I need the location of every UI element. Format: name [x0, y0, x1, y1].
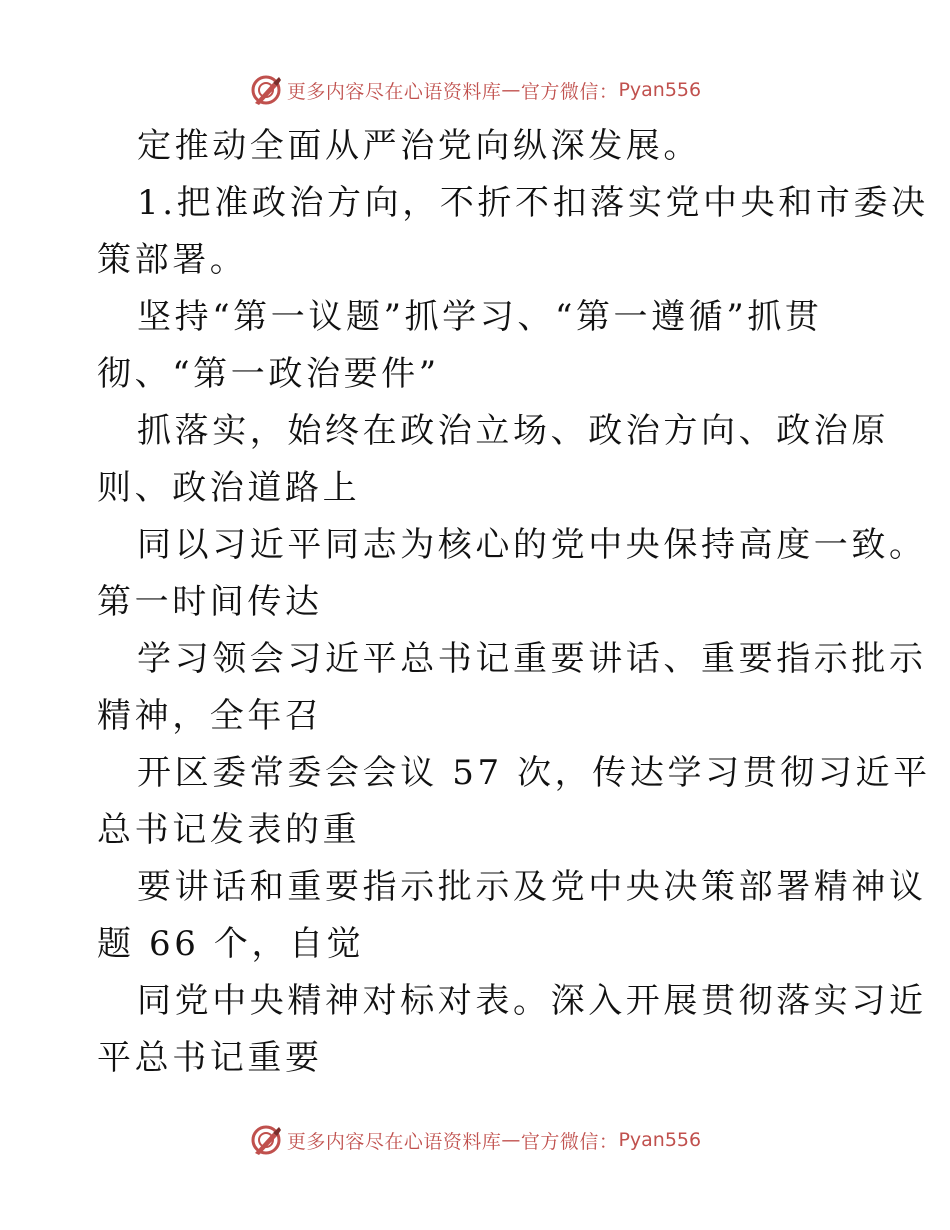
pen-logo-icon: [249, 1123, 283, 1157]
text-line: 精神，全年召: [97, 696, 323, 736]
pen-logo-icon: [249, 73, 283, 107]
text-line: 要讲话和重要指示批示及党中央决策部署精神议: [137, 867, 927, 907]
watermark-separator: —: [501, 79, 521, 101]
text-line: 同以习近平同志为核心的党中央保持高度一致。: [137, 525, 927, 565]
document-body: [97, 118, 931, 1087]
text-line: 题 66 个，自觉: [97, 924, 365, 964]
text-line: 总书记发表的重: [97, 810, 361, 850]
text-line: 开区委常委会会议 57 次，传达学习贯彻习近平: [137, 753, 931, 793]
text-line: 则、政治道路上: [97, 468, 361, 508]
text-line: 抓落实，始终在政治立场、政治方向、政治原: [137, 411, 889, 451]
watermark-text: 更多内容尽在心语资料库: [286, 80, 502, 103]
text-line: 彻、“第一政治要件”: [97, 354, 440, 394]
text-line: 坚持“第一议题”抓学习、“第一遵循”抓贯: [137, 297, 823, 337]
watermark-text: 更多内容尽在心语资料库: [286, 1130, 502, 1153]
watermark-separator: —: [501, 1129, 521, 1151]
text-line: 第一时间传达: [97, 582, 323, 622]
watermark-wechat-label: 官方微信：: [520, 1130, 619, 1153]
header-watermark: [0, 70, 950, 110]
text-line: 1.把准政治方向，不折不扣落实党中央和市委决: [137, 183, 929, 223]
text-line: 策部署。: [97, 240, 248, 280]
footer-watermark: [0, 1120, 950, 1160]
watermark-wechat-label: 官方微信：: [520, 80, 619, 103]
text-line: 同党中央精神对标对表。深入开展贯彻落实习近: [137, 981, 927, 1021]
text-line: 学习领会习近平总书记重要讲话、重要指示批示: [137, 639, 927, 679]
text-line: 定推动全面从严治党向纵深发展。: [137, 126, 701, 166]
watermark-wechat-id: Pyan556: [618, 1129, 702, 1151]
text-line: 平总书记重要: [97, 1038, 323, 1078]
watermark-wechat-id: Pyan556: [618, 79, 702, 101]
